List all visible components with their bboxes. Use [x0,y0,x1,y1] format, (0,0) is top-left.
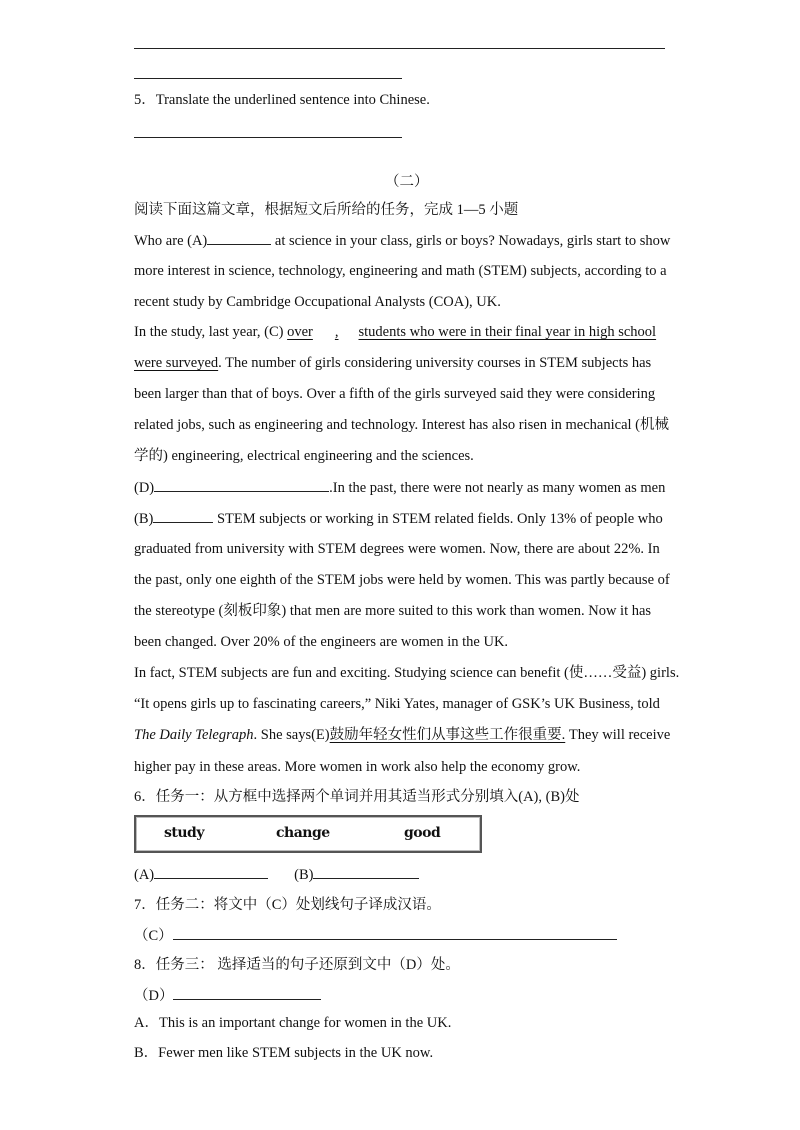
passage-line: “It opens girls up to fascinating careers,” Niki Yates, manager of GSK’s UK Business, told [134,696,660,712]
question-5-label: 5．Translate the underlined sentence into Chinese. [134,92,430,108]
question-7-answer: （C） [134,925,617,946]
option-a: A．This is an important change for women in the UK. [134,1015,452,1031]
passage-line: been larger than that of boys. Over a fifth of the girls surveyed said they were considering [134,386,656,402]
newspaper-title: The Daily Telegraph [134,727,254,743]
question-6-label: 6．任务一：从方框中选择两个单词并用其适当形式分别填入(A), (B)处 [134,789,580,805]
question-5-answer-line[interactable] [134,137,402,138]
passage-line: related jobs, such as engineering and technology. Interest has also risen in mechanical (机械 [134,417,669,433]
word-box [134,815,482,853]
answer-a-line[interactable] [154,864,268,879]
section-instruction: 阅读下面这篇文章，根据短文后所给的任务，完成 1—5 小题 [134,202,519,218]
question-8-answer: （D） [134,985,321,1006]
passage-line: (B) STEM subjects or working in STEM related fields. Only 13% of people who [134,508,663,529]
passage-line: In the study, last year, (C) over , students who were in their final year in high school [134,324,657,340]
word-box-item: change [276,825,330,841]
passage-line: (D) .In the past, there were not nearly as many women as men [134,477,665,498]
blank-d[interactable] [154,477,329,492]
passage-line: 学的) engineering, electrical engineering and the sciences. [134,448,474,464]
answer-d-line[interactable] [173,985,321,1000]
passage-line: were surveyed. The number of girls considering university courses in STEM subjects has [134,355,652,371]
answer-b-line[interactable] [313,864,419,879]
word-box-item: good [404,825,441,841]
passage-line: recent study by Cambridge Occupational Analysts (COA), UK. [134,294,501,310]
option-b: B．Fewer men like STEM subjects in the UK now. [134,1045,434,1061]
passage-line: more interest in science, technology, engineering and math (STEM) subjects, according to a [134,263,667,279]
passage-line: been changed. Over 20% of the engineers are women in the UK. [134,634,509,650]
section-title: （二） [385,174,429,190]
blank-a[interactable] [207,230,271,245]
passage-line: higher pay in these areas. More women in work also help the economy grow. [134,759,581,775]
passage-line: graduated from university with STEM degrees were women. Now, there are about 22%. In [134,541,660,557]
question-6-answers: (A) (B) [134,864,419,885]
answer-line-short[interactable] [134,78,402,79]
passage-line: the stereotype (刻板印象) that men are more suited to this work than women. Now it has [134,603,652,619]
underlined-sentence-e: 鼓励年轻女性们从事这些工作很重要. [329,727,566,743]
blank-b[interactable] [153,508,213,523]
underlined-sentence-c: were surveyed [134,355,219,371]
question-8-label: 8．任务三： 选择适当的句子还原到文中（D）处。 [134,957,460,973]
underlined-sentence-c: over , students who were in their final year in high school [287,324,657,340]
answer-c-line[interactable] [173,925,617,940]
passage-line: In fact, STEM subjects are fun and exciting. Studying science can benefit (使……受益) girls. [134,665,680,681]
answer-line-long[interactable] [134,48,665,49]
passage-line: the past, only one eighth of the STEM jobs were held by women. This was partly because of [134,572,670,588]
passage-line: Who are (A) at science in your class, girls or boys? Nowadays, girls start to show [134,230,670,251]
passage-line: The Daily Telegraph. She says(E)鼓励年轻女性们从事这些工作很重要. They will receive [134,727,671,743]
word-box-item: study [164,825,204,841]
question-7-label: 7．任务二：将文中（C）处划线句子译成汉语。 [134,897,441,913]
